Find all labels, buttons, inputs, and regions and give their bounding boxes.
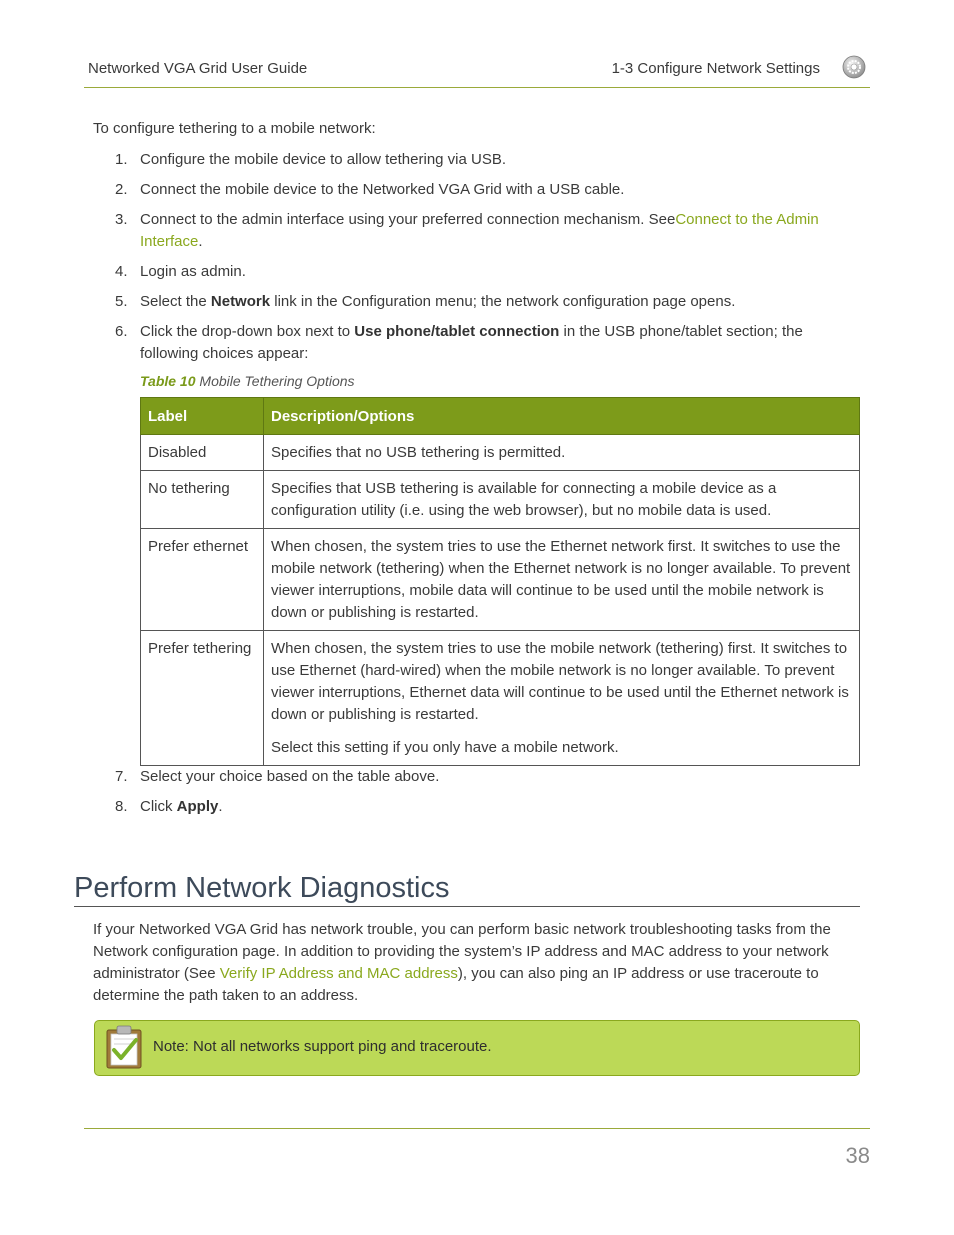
guide-title: Networked VGA Grid User Guide (88, 60, 308, 77)
steps-list (93, 149, 863, 365)
main-content (93, 118, 863, 826)
list-item: 1. Configure the mobile device to allow tethering via USB. (115, 151, 507, 168)
page-number: 38 (845, 1143, 870, 1168)
steps-list-continued (93, 766, 863, 818)
table-row: Disabled Specifies that no USB tethering is permitted. (141, 435, 860, 471)
list-item: 7. Select your choice based on the table above. (115, 768, 440, 785)
note-text: Note: Not all networks support ping and traceroute. (153, 1038, 492, 1055)
list-item: 2. Connect the mobile device to the Networked VGA Grid with a USB cable. (115, 181, 625, 198)
footer-divider (84, 1128, 870, 1129)
list-item: 5. Select the Network link in the Configuration menu; the network configuration page opens. (115, 293, 736, 310)
table-row: No tethering Specifies that USB tethering is available for connecting a mobile device as a configuration utility (i.e. using the web browser), but no mobile data is used. (141, 471, 860, 529)
connect-admin-link[interactable]: Connect to the Admin Interface (140, 211, 819, 250)
section-heading: Perform Network Diagnostics (74, 872, 860, 907)
list-item: 8. Click Apply. (115, 798, 223, 815)
list-item: 3. Connect to the admin interface using your preferred connection mechanism. SeeConnect to the Admin Interface. (115, 211, 819, 250)
tethering-options-table (140, 397, 860, 766)
verify-ip-link[interactable]: Verify IP Address and MAC address (219, 965, 458, 982)
intro-text: To configure tethering to a mobile network: (93, 120, 376, 137)
table-caption: Table 10 Mobile Tethering Options (140, 373, 355, 389)
gear-icon (842, 55, 866, 79)
clipboard-check-icon (105, 1024, 143, 1070)
table-row: Prefer ethernet When chosen, the system tries to use the Ethernet network first. It switches to use the mobile network (tethering) when the Ethernet network is no longer available. To prevent viewer interruptions, mobile data will continue to be used until the mobile network is down or publishing is restarted. (141, 529, 860, 631)
diagnostics-paragraph: If your Networked VGA Grid has network trouble, you can perform basic network troubleshooting tasks from the Network configuration page. In addition to providing the system’s IP address and MAC address to your network administrator (See Verify IP Address and MAC address), you can also ping an IP address or use traceroute to determine the path taken to an address. (93, 921, 831, 1004)
list-item: 4. Login as admin. (115, 263, 246, 280)
note-box (94, 1020, 860, 1076)
chapter-title: 1-3 Configure Network Settings (611, 60, 820, 77)
table-row: Prefer tethering When chosen, the system tries to use the mobile network (tethering) first. It switches to use Ethernet (hard-wired) when the mobile network is no longer available. To prevent viewer interruptions, Ethernet data will continue to be used until the Ethernet network is down or publishing is restarted. Select this setting if you only have a mobile network. (141, 631, 860, 766)
list-item: 6. Click the drop-down box next to Use phone/tablet connection in the USB phone/tablet section; the following choices appear: (115, 323, 803, 362)
table-header: Label (141, 398, 264, 435)
page-header (84, 52, 870, 88)
table-header: Description/Options (264, 398, 860, 435)
